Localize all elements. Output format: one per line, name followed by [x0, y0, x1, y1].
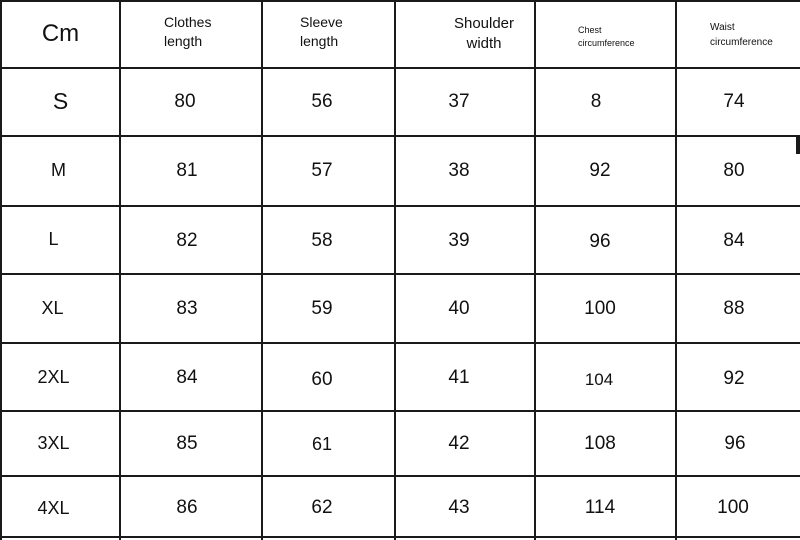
column-header-line: Shoulder: [453, 14, 515, 32]
table-cell: 59: [311, 298, 333, 320]
table-cell: 43: [448, 497, 470, 519]
size-label: 3XL: [37, 432, 70, 453]
column-header-shoulder-width: [436, 12, 532, 56]
table-cell: 39: [448, 229, 470, 251]
table-cell: 61: [311, 433, 333, 454]
column-header-line: Waist: [710, 22, 735, 33]
size-label: XL: [41, 297, 64, 318]
table-cell: 42: [448, 433, 470, 455]
size-label: 2XL: [37, 367, 70, 388]
column-header-line: circumference: [578, 38, 635, 49]
table-cell: 38: [448, 159, 470, 181]
column-header-waist-circumference: [710, 21, 798, 47]
table-cell: 92: [723, 367, 745, 389]
size-label: S: [52, 88, 69, 115]
unit-header: Cm: [41, 20, 80, 48]
column-header-clothes-length: [164, 12, 259, 52]
table-cell: 96: [589, 230, 611, 252]
table-cell: 92: [589, 159, 611, 181]
table-cell: 84: [723, 229, 745, 251]
grid-line: [0, 0, 800, 2]
table-cell: 96: [724, 433, 746, 455]
table-cell: 100: [717, 497, 749, 519]
column-header-line: width: [466, 35, 502, 52]
table-cell: 100: [584, 298, 616, 320]
column-header-line: Chest: [578, 25, 602, 35]
edge-mark: [796, 137, 800, 154]
column-header-line: length: [300, 33, 339, 49]
table-cell: 56: [311, 90, 333, 112]
table-cell: 62: [311, 497, 333, 519]
column-header-line: Sleeve: [300, 14, 343, 31]
table-cell: 114: [584, 497, 616, 519]
table-cell: 83: [176, 298, 198, 320]
table-cell: 85: [176, 433, 198, 455]
table-cell: 40: [448, 298, 470, 320]
table-cell: 57: [311, 159, 333, 181]
size-label: 4XL: [37, 497, 70, 518]
table-cell: 37: [448, 90, 470, 112]
column-header-sleeve-length: [300, 12, 392, 52]
table-cell: 84: [176, 366, 198, 388]
table-cell: 81: [176, 159, 198, 181]
table-cell: 8: [590, 90, 602, 112]
size-label: M: [51, 160, 66, 181]
column-header-line: circumference: [710, 36, 773, 48]
table-cell: 88: [723, 298, 745, 320]
table-cell: 86: [176, 497, 198, 519]
table-cell: 80: [174, 90, 196, 112]
size-label: L: [48, 229, 59, 250]
table-cell: 80: [723, 159, 745, 181]
table-cell: 74: [723, 90, 745, 112]
table-cell: 82: [176, 229, 198, 251]
column-header-chest-circumference: [578, 24, 673, 48]
table-cell: 104: [584, 369, 614, 389]
table-cell: 108: [584, 433, 616, 455]
column-header-line: length: [164, 33, 203, 49]
table-cell: 41: [448, 366, 470, 388]
table-cell: 58: [311, 229, 333, 251]
table-cell: 60: [311, 368, 333, 390]
column-header-line: Clothes: [164, 14, 212, 31]
